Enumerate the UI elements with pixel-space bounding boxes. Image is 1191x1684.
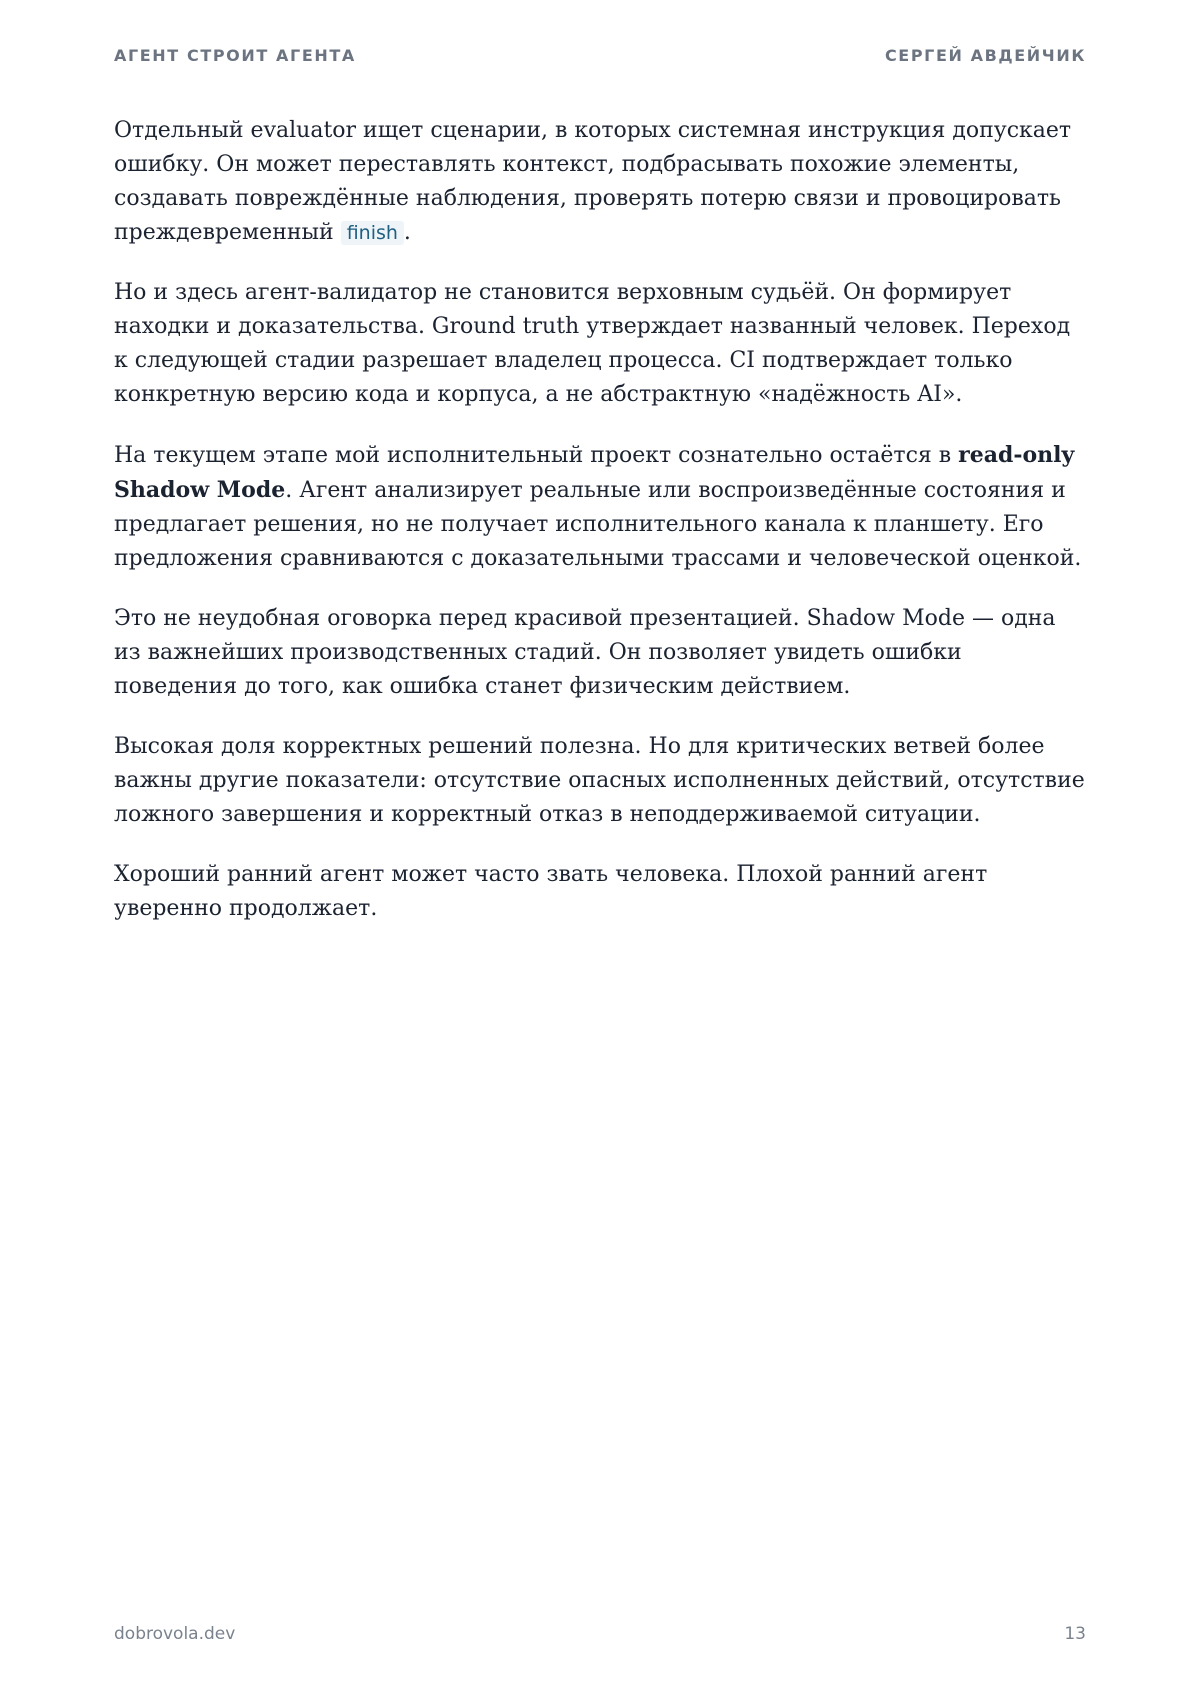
page-footer (114, 1624, 1086, 1646)
paragraph-2 (114, 276, 1086, 412)
paragraph-6-text: Хороший ранний агент может часто звать человека. Плохой ранний агент уверенно продолжает. (114, 862, 988, 921)
site-url: dobrovola.dev (114, 1624, 236, 1644)
paragraph-1-text: Отдельный evaluator ищет сценарии, в которых системная инструкция допускает ошибку. Он может переставлять контекст, подбрасывать похожие элементы, создавать повреждённые наблюдения, проверять потерю связи и провоцировать преждевременный (114, 118, 1072, 245)
paragraph-5-text: Высокая доля корректных решений полезна. Но для критических ветвей более важны другие показатели: отсутствие опасных исполненных действий, отсутствие ложного завершения и корректный отказ в неподдерживаемой ситуации. (114, 734, 1085, 827)
paragraph-3-text-before: На текущем этапе мой исполнительный проект сознательно остаётся в (114, 443, 959, 468)
paragraph-3-text-after: . Агент анализирует реальные или воспроизведённые состояния и предлагает решения, но не получает исполнительного канала к планшету. Его предложения сравниваются с доказательными трассами и человеческой оценкой. (114, 478, 1082, 571)
paragraph-6 (114, 858, 1086, 926)
page-body (114, 114, 1086, 952)
paragraph-5 (114, 730, 1086, 832)
page-header (114, 46, 1086, 68)
paragraph-4 (114, 602, 1086, 704)
emphasis-shadow-mode: read-only Shadow Mode (114, 442, 1075, 503)
paragraph-1 (114, 114, 1086, 250)
inline-code-finish: finish (341, 221, 404, 245)
paragraph-4-text: Это не неудобная оговорка перед красивой презентацией. Shadow Mode — одна из важнейших производственных стадий. Он позволяет увидеть ошибки поведения до того, как ошибка станет физическим действием. (114, 606, 1056, 699)
page-number: 13 (1064, 1624, 1086, 1644)
paragraph-2-text: Но и здесь агент-валидатор не становится верховным судьёй. Он формирует находки и доказательства. Ground truth утверждает названный человек. Переход к следующей стадии разрешает владелец процесса. CI подтверждает только конкретную версию кода и корпуса, а не абстрактную «надёжность AI». (114, 280, 1071, 407)
paragraph-1-end: . (403, 220, 411, 245)
paragraph-3 (114, 438, 1086, 576)
running-title: АГЕНТ СТРОИТ АГЕНТА (114, 46, 356, 65)
author-name: СЕРГЕЙ АВДЕЙЧИК (884, 46, 1086, 65)
